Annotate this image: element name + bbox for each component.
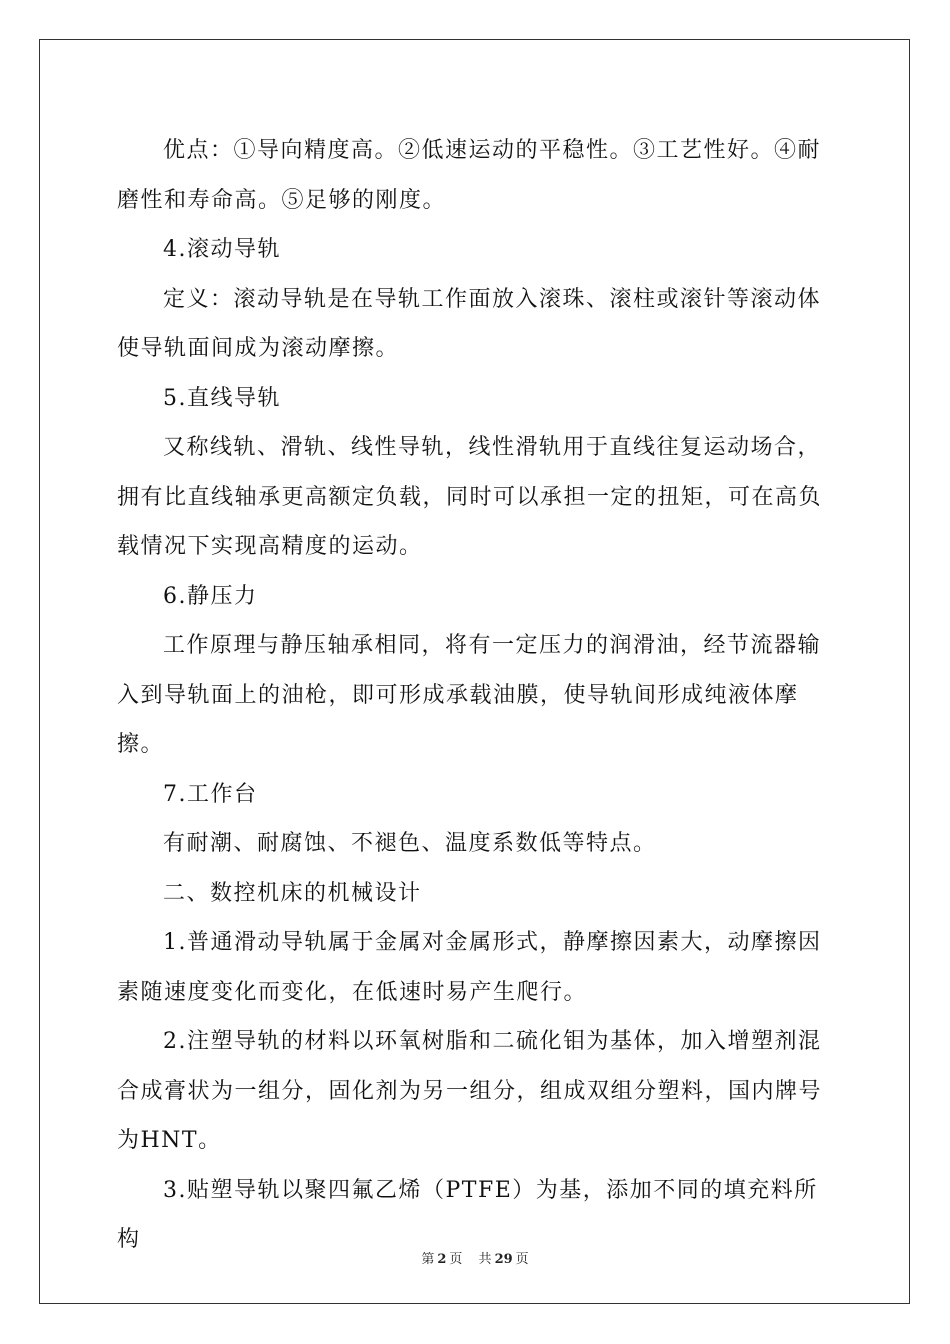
page-indicator (418, 1252, 465, 1267)
text-line: 定义：滚动导轨是在导轨工作面放入滚珠、滚柱或滚针等滚动体 (163, 286, 822, 312)
document-body (117, 126, 837, 1265)
text-line: 工作原理与静压轴承相同，将有一定压力的润滑油，经节流器输 (163, 633, 822, 658)
text-line: 合成膏状为一组分，固化剂为另一组分，组成双组分塑料，国内牌号 (117, 1078, 823, 1104)
page-suffix: 页 (449, 1252, 463, 1267)
text-line: 二、数控机床的机械设计 (163, 880, 422, 906)
text-line: 载情况下实现高精度的运动。 (117, 534, 423, 559)
text-line: 有耐潮、耐腐蚀、不褪色、温度系数低等特点。 (163, 831, 657, 856)
text-line: 7.工作台 (163, 781, 258, 807)
text-line: 5.直线导轨 (163, 385, 281, 411)
total-indicator (476, 1252, 532, 1267)
total-suffix: 页 (515, 1252, 529, 1267)
page-number: 2 (437, 1252, 447, 1267)
text-line: 使导轨面间成为滚动摩擦。 (117, 336, 400, 361)
total-pages: 29 (494, 1252, 513, 1267)
text-line: 入到导轨面上的油枪，即可形成承载油膜，使导轨间形成纯液体摩擦。 (117, 682, 799, 757)
text-line: 1.普通滑动导轨属于金属对金属形式，静摩擦因素大，动摩擦因 (163, 930, 822, 955)
text-line: 3.贴塑导轨以聚四氟乙烯（PTFE）为基，添加不同的填充料所构 (117, 1177, 818, 1252)
page-footer (0, 1248, 950, 1267)
text-line: 拥有比直线轴承更高额定负载，同时可以承担一定的扭矩，可在高负 (117, 484, 823, 510)
text-line: 又称线轨、滑轨、线性导轨，线性滑轨用于直线往复运动场合， (163, 435, 822, 460)
total-prefix: 共 (478, 1252, 492, 1267)
text-line: 2.注塑导轨的材料以环氧树脂和二硫化钼为基体，加入增塑剂混 (163, 1029, 822, 1054)
text-line: 素随速度变化而变化，在低速时易产生爬行。 (117, 979, 588, 1005)
text-line: 4.滚动导轨 (163, 237, 281, 262)
text-line: 为HNT。 (117, 1128, 222, 1153)
text-line: 6.静压力 (163, 583, 258, 609)
text-line: 磨性和寿命高。⑤足够的刚度。 (117, 187, 447, 213)
text-line: 优点：①导向精度高。②低速运动的平稳性。③工艺性好。④耐 (163, 138, 822, 163)
page-prefix: 第 (421, 1252, 435, 1267)
